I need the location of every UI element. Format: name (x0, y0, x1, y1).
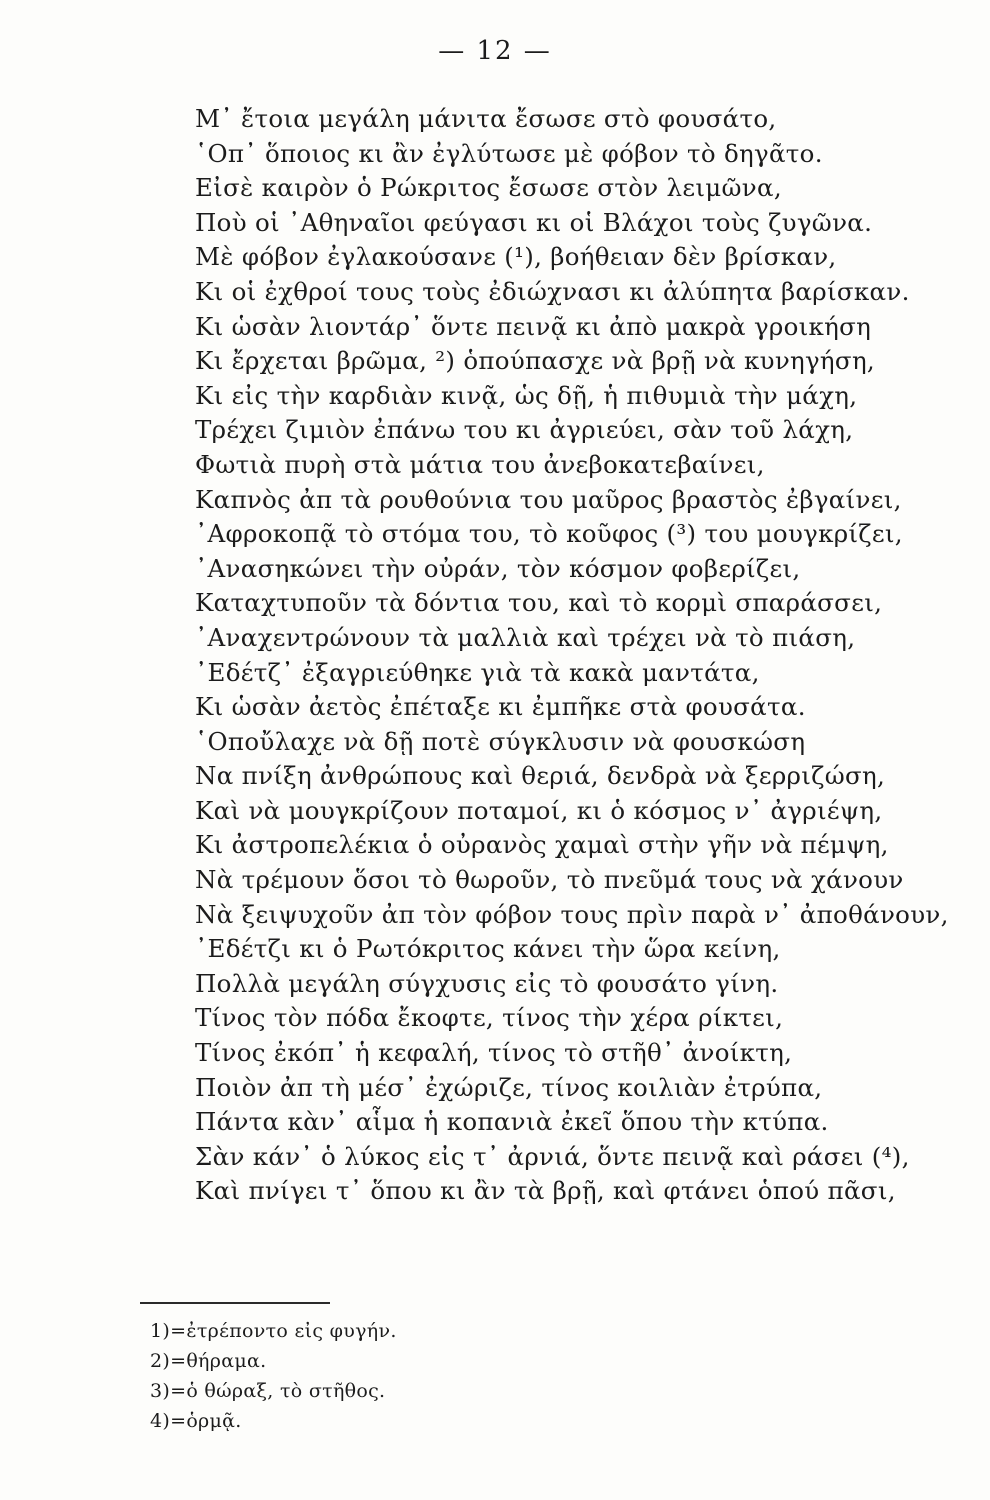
verse-line: Να πνίξη ἀνθρώπους καὶ θεριά, δενδρὰ νὰ ξερριζώση, (195, 761, 886, 791)
verse-line: ᾽Εδέτζι κι ὁ Ρωτόκριτος κάνει τὴν ὥρα κείνη, (195, 934, 781, 964)
verse-line: Τρέχει ζιμιὸν ἐπάνω του κι ἀγριεύει, σὰν τοῦ λάχη, (195, 415, 854, 445)
verse-line: Κι ὡσὰν λιοντάρ᾽ ὅντε πεινᾷ κι ἀπὸ μακρὰ γροικήση (195, 311, 872, 341)
verse-line: Ποιὸν ἀπ τὴ μέσ᾽ ἐχώριζε, τίνος κοιλιὰν ἐτρύπα, (195, 1072, 823, 1102)
verse-line: Κι οἱ ἐχθροί τους τοὺς ἐδιώχνασι κι ἀλύπητα βαρίσκαν. (195, 276, 910, 306)
verse-line: Κι ἔρχεται βρῶμα, ²) ὁπούπασχε νὰ βρῇ νὰ κυνηγήση, (195, 346, 876, 376)
footnote-divider (140, 1302, 330, 1304)
verse-line: ᾽Εδέτζ᾽ ἐξαγριεύθηκε γιὰ τὰ κακὰ μαντάτα, (195, 657, 760, 687)
verse-line: Πάντα κὰν᾽ αἷμα ἡ κοπανιὰ ἐκεῖ ὅπου τὴν κτύπα. (195, 1107, 829, 1137)
verse-line: Νὰ τρέμουν ὅσοι τὸ θωροῦν, τὸ πνεῦμά τους νὰ χάνουν (195, 865, 904, 895)
footnotes (150, 1316, 650, 1436)
verse-line: Τίνος τὸν πόδα ἔκοφτε, τίνος τὴν χέρα ρίκτει, (195, 1003, 784, 1033)
verse-line: ᾽Αναχεντρώνουν τὰ μαλλιὰ καὶ τρέχει νὰ τὸ πιάση, (195, 622, 856, 652)
verse-line: Τίνος ἐκόπ᾽ ἡ κεφαλή, τίνος τὸ στῆθ᾽ ἀνοίκτη, (195, 1038, 793, 1068)
verse-line: ᾽Αφροκοπᾷ τὸ στόμα του, τὸ κοῦφος (³) του μουγκρίζει, (195, 519, 903, 549)
verse-line: ῾Οποὔλαχε νὰ δῇ ποτὲ σύγκλυσιν νὰ φουσκώση (195, 726, 806, 756)
verse-line: Εἰσὲ καιρὸν ὁ Ρώκριτος ἔσωσε στὸν λειμῶνα, (195, 173, 782, 203)
verse-line: Φωτιὰ πυρὴ στὰ μάτια του ἀνεβοκατεβαίνει, (195, 449, 765, 479)
footnote: 3)=ὁ θώραξ, τὸ στῆθος. (150, 1380, 386, 1402)
verse-line: Κι ὡσὰν ἀετὸς ἐπέταξε κι ἐμπῆκε στὰ φουσάτα. (195, 692, 806, 722)
verse-line: Μ᾽ ἔτοια μεγάλη μάνιτα ἔσωσε στὸ φουσάτο, (195, 104, 777, 133)
verse-line: ῾Οπ᾽ ὅποιος κι ἂν ἐγλύτωσε μὲ φόβον τὸ δηγᾶτο. (195, 138, 823, 168)
verse-line: Καὶ νὰ μουγκρίζουν ποταμοί, κι ὁ κόσμος ν᾽ ἀγριέψη, (195, 795, 883, 825)
verse-line: Καὶ πνίγει τ᾽ ὅπου κι ἂν τὰ βρῇ, καὶ φτάνει ὁπού πᾶσι, (195, 1176, 896, 1206)
verse-line: Καταχτυποῦν τὰ δόντια του, καὶ τὸ κορμὶ σπαράσσει, (195, 588, 883, 618)
verse-line: Νὰ ξειψυχοῦν ἀπ τὸν φόβον τους πρὶν παρὰ ν᾽ ἀποθάνουν, (195, 899, 949, 929)
footnote: 4)=ὁρμᾷ. (150, 1410, 242, 1432)
footnote: 1)=ἐτρέποντο εἰς φυγήν. (150, 1320, 397, 1342)
verse-line: Κι εἰς τὴν καρδιὰν κινᾷ, ὡς δῇ, ἡ πιθυμιὰ τὴν μάχη, (195, 380, 858, 410)
verse-line: ᾽Ανασηκώνει τὴν οὐράν, τὸν κόσμον φοβερίζει, (195, 553, 801, 583)
verse-line: Μὲ φόβον ἐγλακούσανε (¹), βοήθειαν δὲν βρίσκαν, (195, 242, 837, 272)
verse-line: Καπνὸς ἀπ τὰ ρουθούνια του μαῦρος βραστὸς ἐβγαίνει, (195, 484, 902, 514)
verse-line: Σὰν κάν᾽ ὁ λύκος εἰς τ᾽ ἀρνιά, ὅντε πεινᾷ καὶ ράσει (⁴), (195, 1141, 910, 1171)
verse-line: Πολλὰ μεγάλη σύγχυσις εἰς τὸ φουσάτο γίνη. (195, 968, 779, 998)
footnote: 2)=θήραμα. (150, 1350, 267, 1372)
poem-text (195, 102, 985, 1209)
verse-line: Κι ἀστροπελέκια ὁ οὐρανὸς χαμαὶ στὴν γῆν νὰ πέμψη, (195, 830, 889, 860)
verse-line: Ποὺ οἱ ᾽Αθηναῖοι φεύγασι κι οἱ Βλάχοι τοὺς ζυγῶνα. (195, 207, 873, 237)
page-number: — 12 — (438, 36, 552, 66)
